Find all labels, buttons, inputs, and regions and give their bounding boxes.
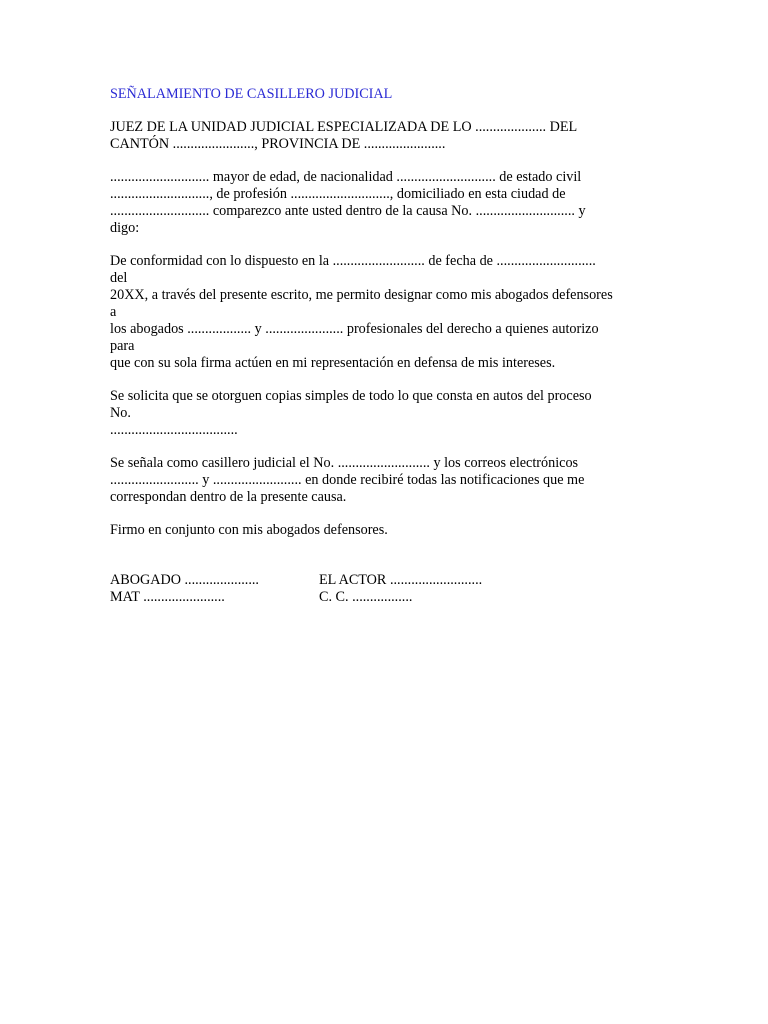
conformidad-line: los abogados .................. y ...................... profesionales del derecho a quienes autorizo [110, 321, 599, 337]
conformidad-line: 20XX, a través del presente escrito, me permito designar como mis abogados defensores [110, 287, 613, 303]
intro-line: ............................ mayor de edad, de nacionalidad ............................ de estado civil [110, 169, 582, 185]
intro-paragraph [110, 169, 670, 237]
addressee-paragraph [110, 119, 670, 153]
signature-actor: EL ACTOR .......................... [319, 572, 483, 588]
conformidad-line: que con su sola firma actúen en mi representación en defensa de mis intereses. [110, 355, 556, 371]
casillero-line: ......................... y ......................... en donde recibiré todas las notificaciones que me [110, 472, 585, 488]
signature-mat: MAT ....................... [110, 589, 225, 605]
copias-paragraph [110, 388, 670, 439]
signature-block [110, 572, 670, 606]
conformidad-line: para [110, 338, 135, 354]
firmo-paragraph: Firmo en conjunto con mis abogados defensores. [110, 522, 388, 538]
addressee-line: CANTÓN ......................., PROVINCIA DE ....................... [110, 136, 446, 152]
document-page [110, 86, 670, 606]
conformidad-paragraph [110, 253, 670, 372]
conformidad-line: a [110, 304, 117, 320]
signature-cc: C. C. ................. [319, 589, 413, 605]
copias-line: Se solicita que se otorguen copias simples de todo lo que consta en autos del proceso [110, 388, 592, 404]
intro-line: digo: [110, 220, 140, 236]
intro-line: ............................, de profesión ............................, domiciliado en esta ciudad de [110, 186, 566, 202]
signature-abogado: ABOGADO ..................... [110, 572, 259, 588]
conformidad-line: De conformidad con lo dispuesto en la .......................... de fecha de ............................ [110, 253, 596, 269]
copias-line: No. [110, 405, 131, 421]
conformidad-line: del [110, 270, 128, 286]
document-title: SEÑALAMIENTO DE CASILLERO JUDICIAL [110, 86, 393, 102]
intro-line: ............................ comparezco ante usted dentro de la causa No. ............................ y [110, 203, 586, 219]
copias-line: .................................... [110, 422, 238, 438]
casillero-paragraph [110, 455, 670, 506]
addressee-line: JUEZ DE LA UNIDAD JUDICIAL ESPECIALIZADA DE LO .................... DEL [110, 119, 578, 135]
casillero-line: correspondan dentro de la presente causa. [110, 489, 347, 505]
casillero-line: Se señala como casillero judicial el No. .......................... y los correos electrónicos [110, 455, 579, 471]
